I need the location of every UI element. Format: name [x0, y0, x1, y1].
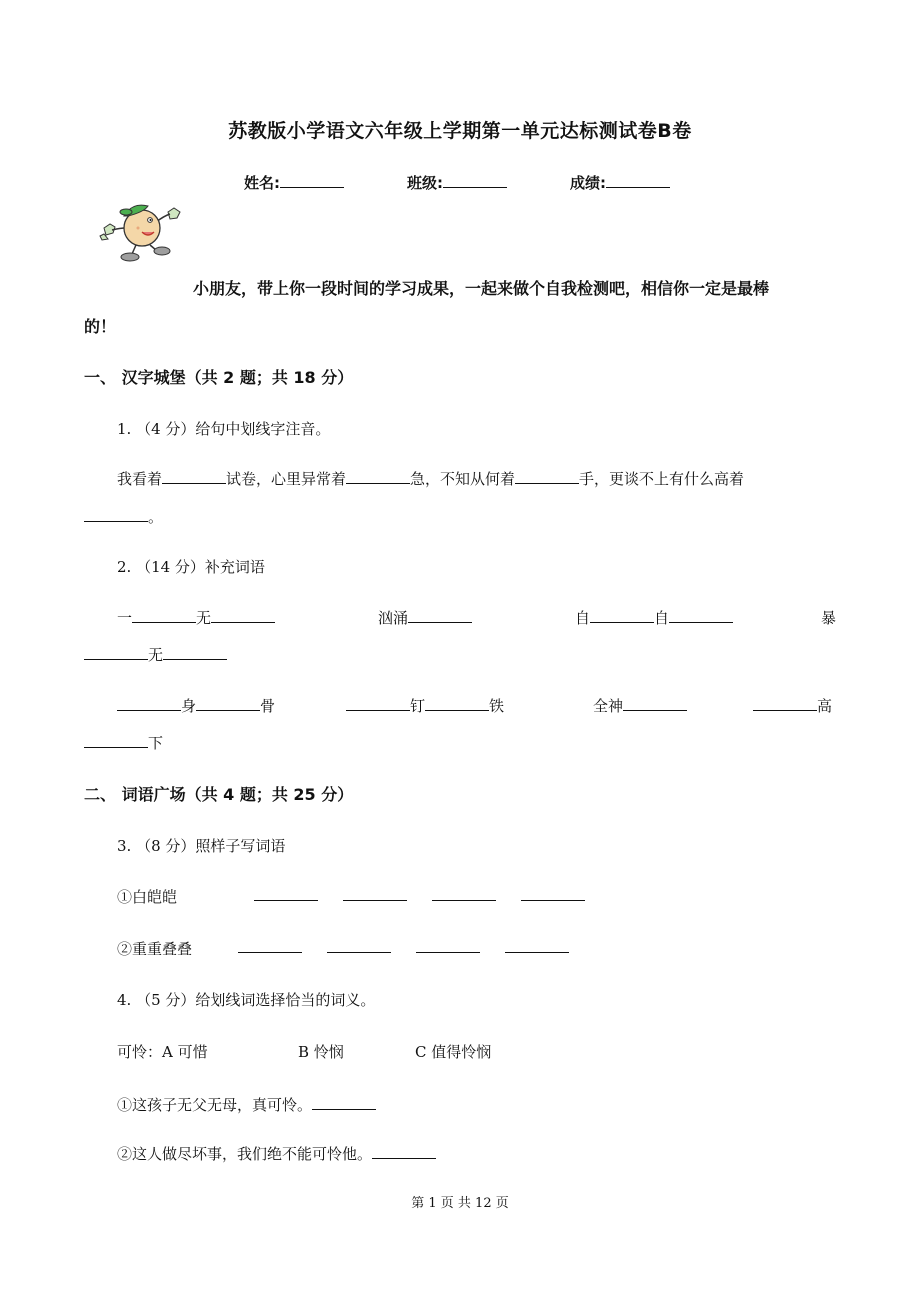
- q2-item-8: [753, 695, 832, 716]
- q4-sentence-2: [117, 1143, 436, 1164]
- q4-sentence-2-text: ②这人做尽坏事，我们绝不能可怜他。: [117, 1145, 373, 1163]
- q2-blank[interactable]: [196, 698, 260, 711]
- mascot-illustration: [98, 198, 186, 264]
- q2-blank[interactable]: [84, 647, 148, 660]
- q2-item-3: [575, 607, 733, 628]
- q2-blank[interactable]: [590, 610, 654, 623]
- question-1-prompt: 1. （4 分）给句中划线字注音。: [117, 420, 331, 438]
- q3-blank[interactable]: [327, 940, 391, 953]
- page-footer: 第 1 页 共 12 页: [411, 1196, 509, 1211]
- q4-sentence-1: [117, 1094, 376, 1115]
- q2-blank[interactable]: [211, 610, 275, 623]
- q2-item-6: [346, 695, 504, 716]
- q3-example-1: ①白皑皑: [117, 888, 178, 906]
- q2-char: 骨: [260, 697, 276, 715]
- q4-blank[interactable]: [312, 1097, 376, 1110]
- q2-char: 钉: [410, 697, 426, 715]
- q4-blank[interactable]: [372, 1146, 436, 1159]
- q2-blank[interactable]: [84, 735, 148, 748]
- q3-blank[interactable]: [521, 888, 585, 901]
- q2-char: 无: [196, 609, 212, 627]
- question-1-sentence-cont: [84, 506, 163, 527]
- q1-text-1: 我看着: [117, 470, 163, 488]
- q2-char: 无: [148, 646, 164, 664]
- q2-char: 全神: [593, 697, 624, 715]
- section-1-heading: 一、 汉字城堡（共 2 题；共 18 分）: [84, 368, 354, 387]
- intro-line-2: 的！: [84, 317, 117, 336]
- q1-text-3: 急，不知从何着: [410, 470, 516, 488]
- question-4-prompt: 4. （5 分）给划线词选择恰当的词义。: [117, 991, 376, 1009]
- q2-blank[interactable]: [408, 610, 472, 623]
- q1-blank-1[interactable]: [162, 471, 226, 484]
- q2-blank[interactable]: [623, 698, 687, 711]
- section-2-heading: 二、 词语广场（共 4 题；共 25 分）: [84, 785, 354, 804]
- score-field: [570, 172, 670, 193]
- q2-blank[interactable]: [132, 610, 196, 623]
- q4-option-a: 可怜：A 可惜: [117, 1043, 208, 1061]
- q1-blank-4[interactable]: [84, 509, 148, 522]
- q2-item-4-cont: [84, 644, 227, 665]
- q2-blank[interactable]: [163, 647, 227, 660]
- q3-blank[interactable]: [238, 940, 302, 953]
- class-blank[interactable]: [443, 173, 507, 188]
- score-label: 成绩:: [570, 174, 606, 192]
- document-title: 苏教版小学语文六年级上学期第一单元达标测试卷B卷: [228, 120, 692, 142]
- q2-char: 一: [117, 609, 133, 627]
- q3-blank[interactable]: [254, 888, 318, 901]
- q4-sentence-1-text: ①这孩子无父无母，真可怜。: [117, 1096, 313, 1114]
- q2-item-7: [593, 695, 687, 716]
- q3-blank[interactable]: [432, 888, 496, 901]
- name-field: [244, 172, 344, 193]
- q1-text-2: 试卷，心里异常着: [226, 470, 347, 488]
- question-1-sentence: [117, 468, 744, 489]
- name-blank[interactable]: [280, 173, 344, 188]
- q1-text-4: 手，更谈不上有什么高着: [579, 470, 745, 488]
- q2-blank[interactable]: [346, 698, 410, 711]
- q2-char: 自: [654, 609, 670, 627]
- q4-option-b: B 怜悯: [298, 1043, 344, 1061]
- q4-option-c: C 值得怜悯: [415, 1043, 492, 1061]
- question-3-prompt: 3. （8 分）照样子写词语: [117, 837, 286, 855]
- q3-blank[interactable]: [343, 888, 407, 901]
- class-label: 班级:: [407, 174, 443, 192]
- q2-blank[interactable]: [117, 698, 181, 711]
- q2-char: 自: [575, 609, 591, 627]
- q2-item-2: [378, 607, 472, 628]
- q2-char: 铁: [489, 697, 505, 715]
- q2-item-8-cont: [84, 732, 163, 753]
- q2-char: 汹涌: [378, 609, 409, 627]
- q2-blank[interactable]: [425, 698, 489, 711]
- q2-char: 高: [817, 697, 833, 715]
- q2-item-4: 暴: [821, 609, 837, 627]
- class-field: [407, 172, 507, 193]
- q2-item-1: [117, 607, 275, 628]
- q1-blank-3[interactable]: [515, 471, 579, 484]
- q2-item-5: [117, 695, 275, 716]
- q3-blank[interactable]: [505, 940, 569, 953]
- question-2-prompt: 2. （14 分）补充词语: [117, 558, 265, 576]
- q3-example-2: ②重重叠叠: [117, 940, 193, 958]
- q2-char: 身: [181, 697, 197, 715]
- score-blank[interactable]: [606, 173, 670, 188]
- name-label: 姓名:: [244, 174, 280, 192]
- q1-text-5: 。: [148, 508, 164, 526]
- q2-blank[interactable]: [753, 698, 817, 711]
- intro-line-1: 小朋友，带上你一段时间的学习成果，一起来做个自我检测吧，相信你一定是最棒: [193, 279, 770, 298]
- q3-blank[interactable]: [416, 940, 480, 953]
- q2-blank[interactable]: [669, 610, 733, 623]
- q1-blank-2[interactable]: [346, 471, 410, 484]
- q2-char: 下: [148, 734, 164, 752]
